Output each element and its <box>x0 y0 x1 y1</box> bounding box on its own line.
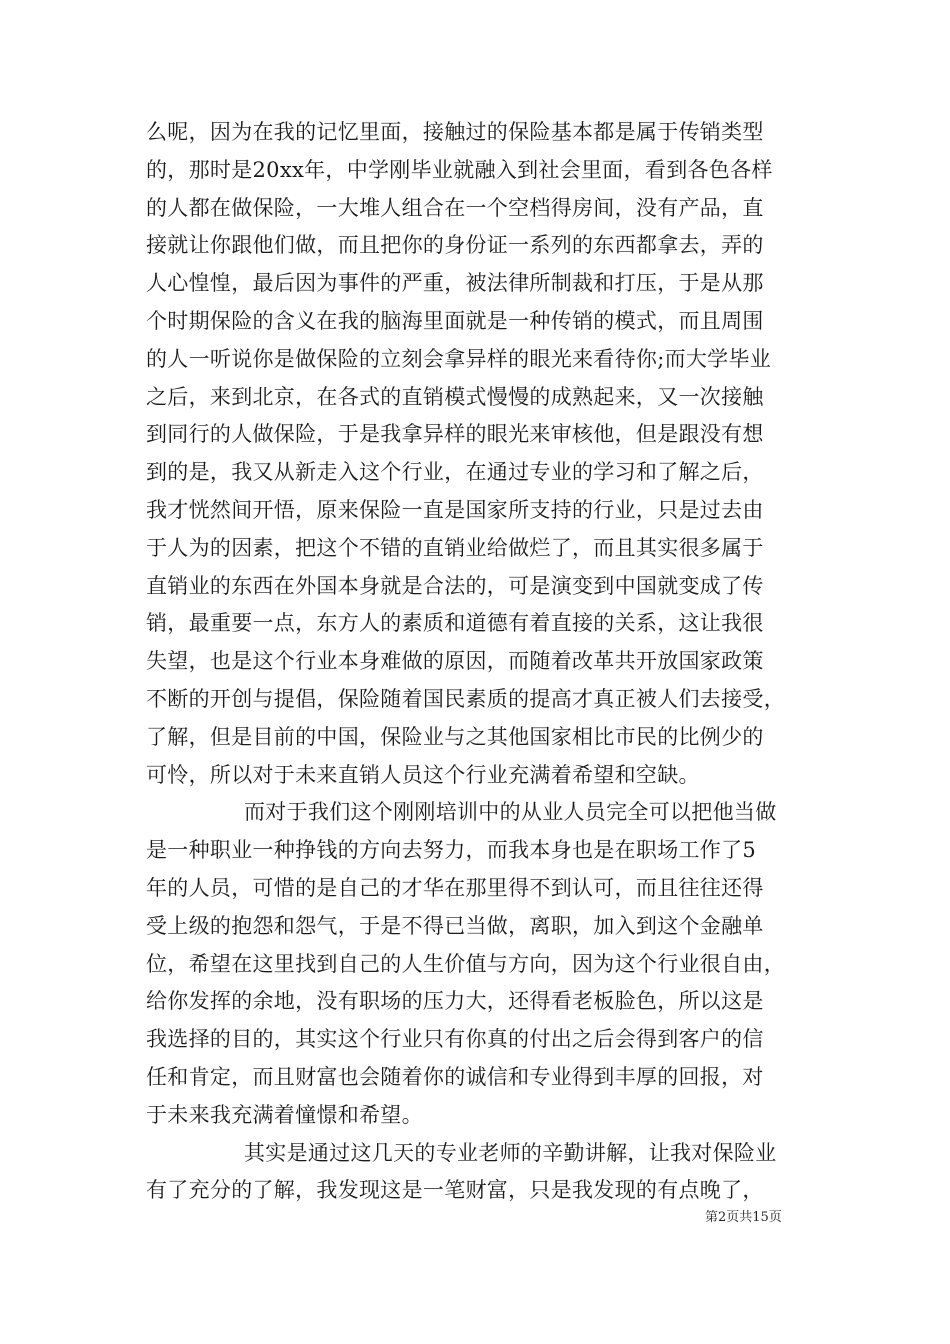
text-line: 个时期保险的含义在我的脑海里面就是一种传销的模式，而且周围 <box>146 308 764 333</box>
text-line: 是一种职业一种挣钱的方向去努力，而我本身也是在职场工作了5 <box>146 838 757 863</box>
text-line: 任和肯定，而且财富也会随着你的诚信和专业得到丰厚的回报，对 <box>146 1064 764 1089</box>
text-line: 给你发挥的余地，没有职场的压力大，还得看老板脸色，所以这是 <box>146 989 764 1014</box>
text-line: 了解，但是目前的中国，保险业与之其他国家相比市民的比例少的 <box>146 724 764 749</box>
text-line: 之后，来到北京，在各式的直销模式慢慢的成熟起来，又一次接触 <box>146 384 764 409</box>
page-number-footer: 第2页共15页 <box>705 1210 782 1225</box>
text-line: 接就让你跟他们做，而且把你的身份证一系列的东西都拿去，弄的 <box>146 233 764 258</box>
text-line: 销，最重要一点，东方人的素质和道德有着直接的关系，这让我很 <box>146 611 764 636</box>
text-line: 直销业的东西在外国本身就是合法的，可是演变到中国就变成了传 <box>146 573 764 598</box>
text-line: 不断的开创与提倡，保险随着国民素质的提高才真正被人们去接受， <box>146 686 785 711</box>
text-line: 么呢，因为在我的记忆里面，接触过的保险基本都是属于传销类型 <box>146 120 764 144</box>
text-line: 到同行的人做保险，于是我拿异样的眼光来审核他，但是跟没有想 <box>146 422 764 447</box>
text-line: 到的是，我又从新走入这个行业，在通过专业的学习和了解之后， <box>146 460 764 485</box>
text-line: 有了充分的了解，我发现这是一笔财富，只是我发现的有点晚了， <box>146 1178 764 1203</box>
text-line: 我才恍然间开悟，原来保险一直是国家所支持的行业，只是过去由 <box>146 497 764 522</box>
text-line: 人心惶惶，最后因为事件的严重，被法律所制裁和打压，于是从那 <box>146 271 764 296</box>
text-line: 可怜，所以对于未来直销人员这个行业充满着希望和空缺。 <box>146 762 700 787</box>
text-line: 位，希望在这里找到自己的人生价值与方向，因为这个行业很自由， <box>146 951 785 976</box>
text-line: 于人为的因素，把这个不错的直销业给做烂了，而且其实很多属于 <box>146 535 764 560</box>
text-line: 失望，也是这个行业本身难做的原因，而随着改革共开放国家政策 <box>146 649 764 674</box>
text-line: 受上级的抱怨和怨气，于是不得已当做，离职，加入到这个金融单 <box>146 913 764 938</box>
text-line: 的人都在做保险，一大堆人组合在一个空档得房间，没有产品，直 <box>146 195 764 220</box>
text-line: 的，那时是20xx年，中学刚毕业就融入到社会里面，看到各色各样 <box>146 157 773 182</box>
paragraph-start-line: 其实是通过这几天的专业老师的辛勤讲解，让我对保险业 <box>244 1140 777 1165</box>
text-line: 我选择的目的，其实这个行业只有你真的付出之后会得到客户的信 <box>146 1027 764 1052</box>
body-text <box>146 114 826 1210</box>
text-line: 于未来我充满着憧憬和希望。 <box>146 1102 423 1127</box>
paragraph-start-line: 而对于我们这个刚刚培训中的从业人员完全可以把他当做 <box>244 800 777 825</box>
text-line: 年的人员，可惜的是自己的才华在那里得不到认可，而且往往还得 <box>146 875 764 900</box>
text-line: 的人一听说你是做保险的立刻会拿异样的眼光来看待你;而大学毕业 <box>146 346 772 371</box>
